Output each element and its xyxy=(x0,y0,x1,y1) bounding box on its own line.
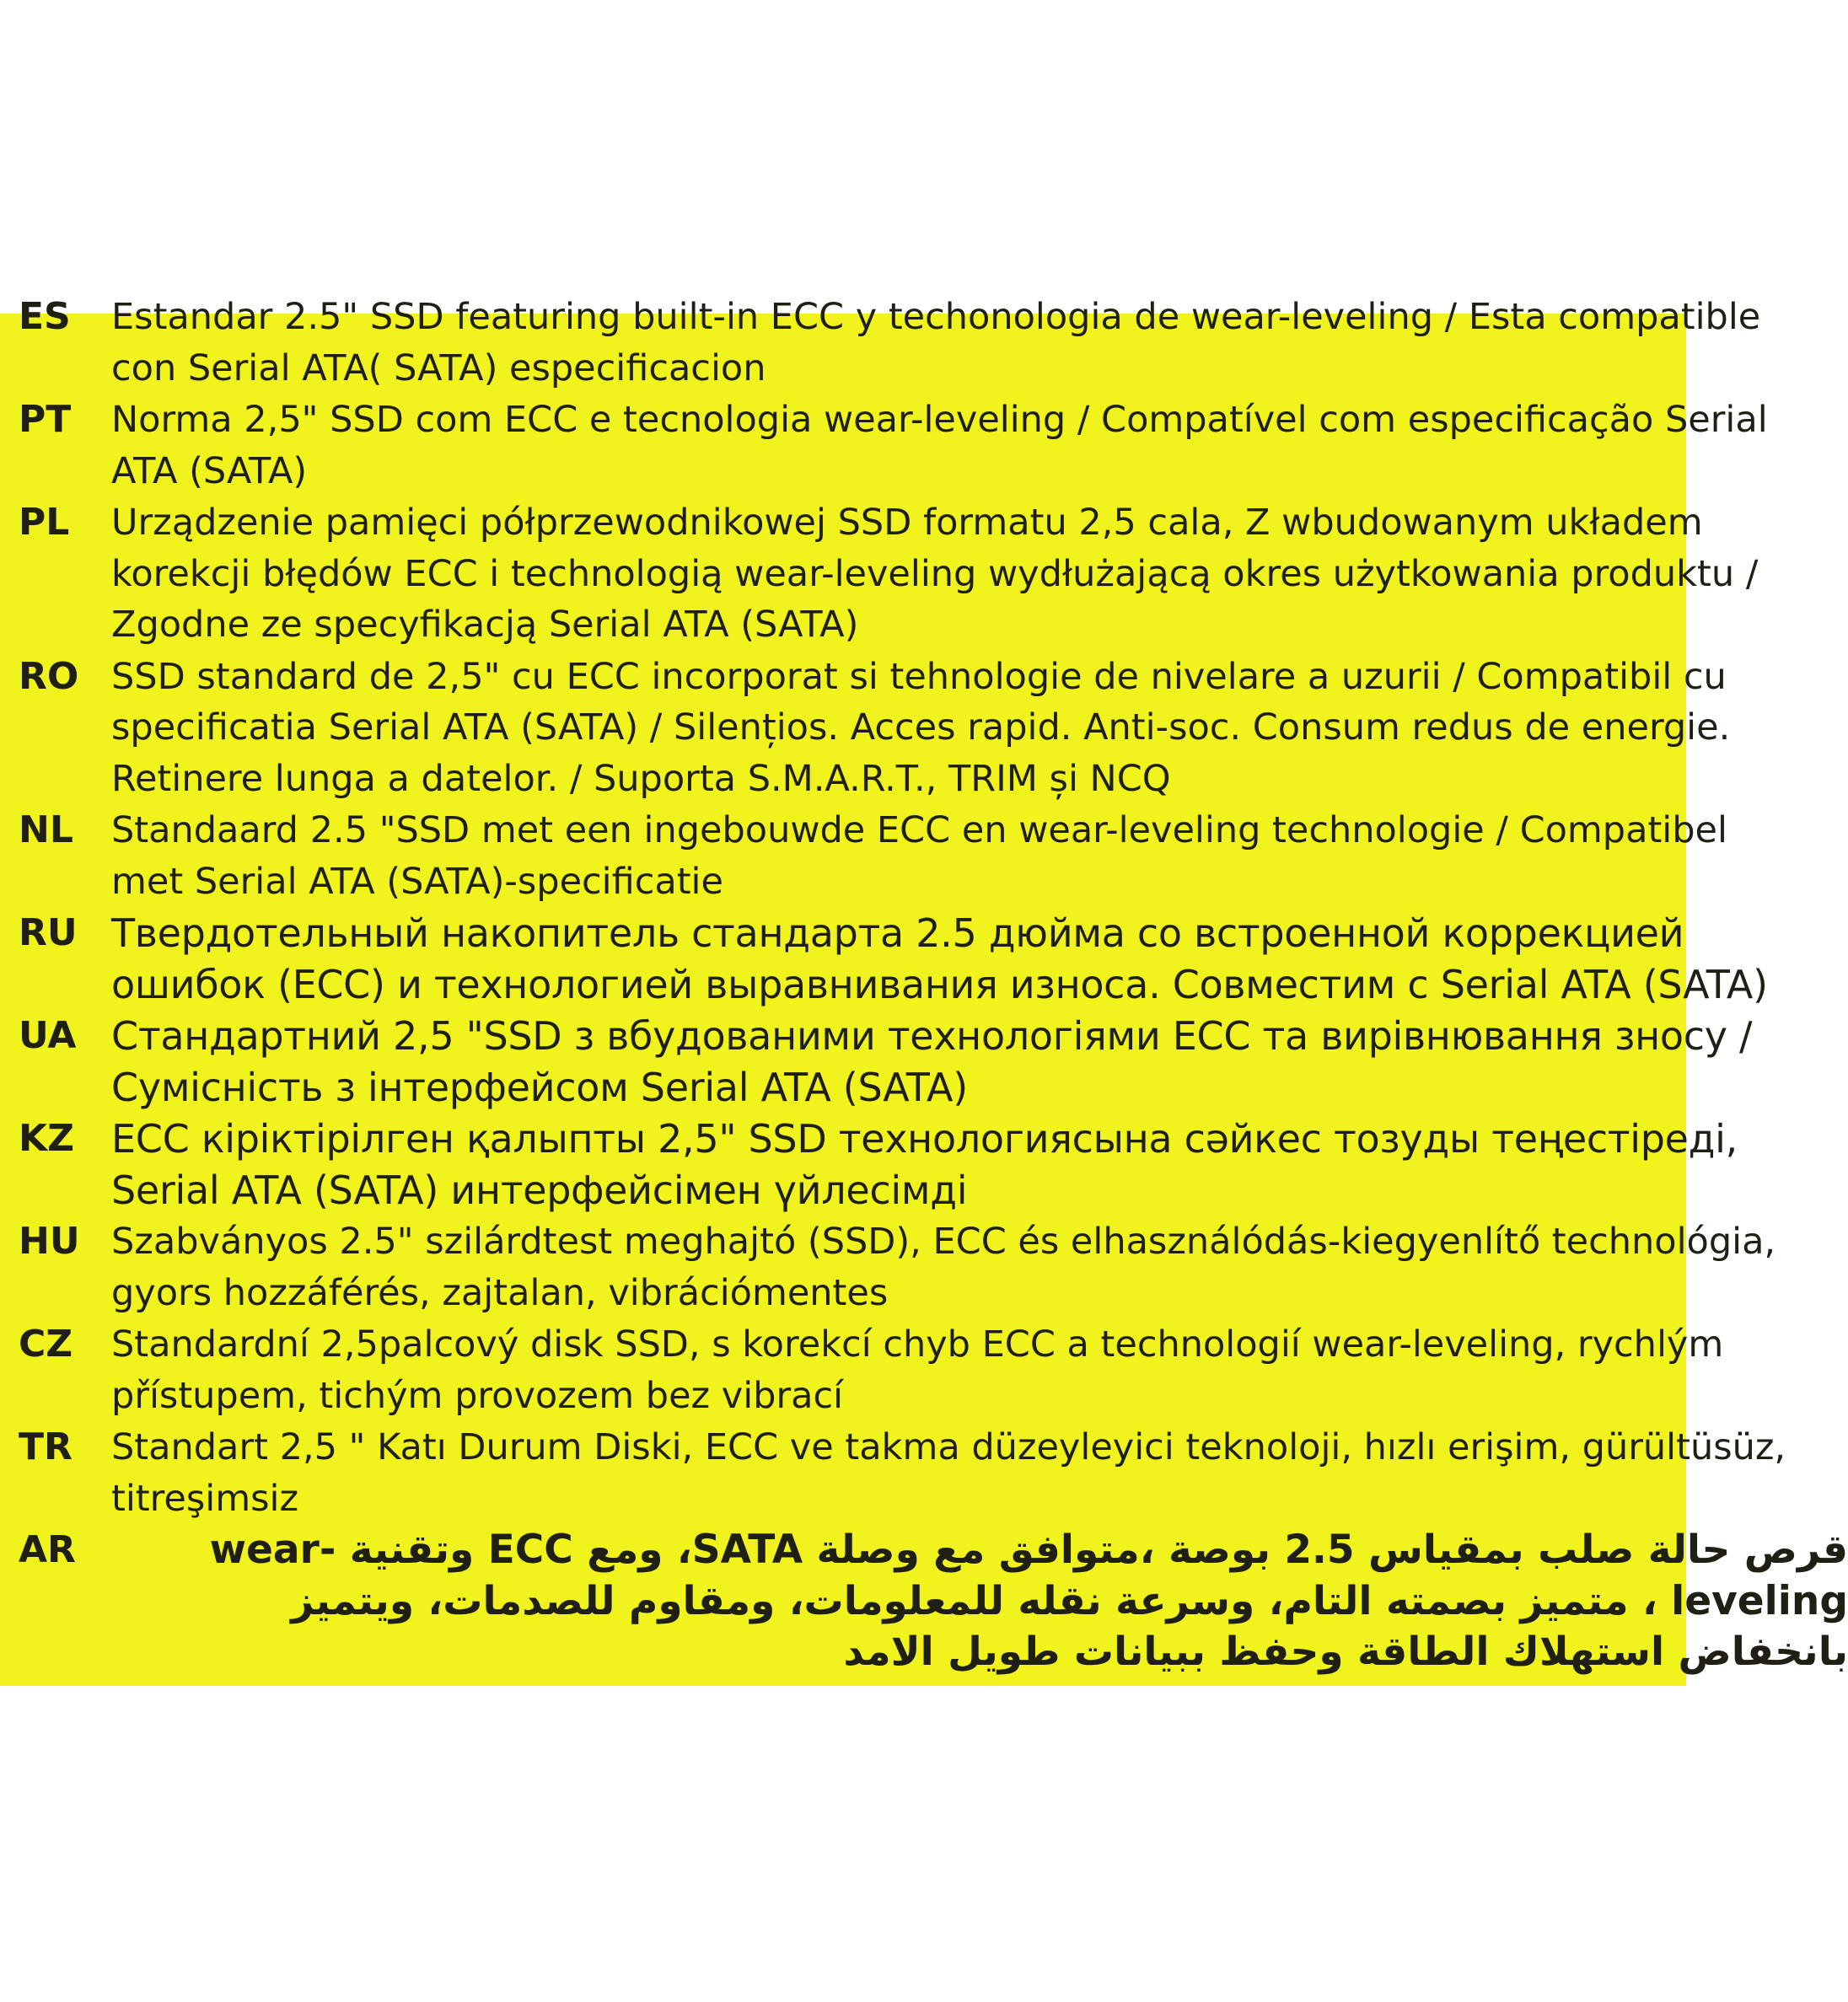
lang-code: NL xyxy=(19,808,73,851)
lang-row-ro xyxy=(0,652,1731,805)
lang-description: Standardní 2,5palcový disk SSD, s korekcí chyb ECC a technologií wear-leveling, rychlým přístupem, tichým provozem bez vibrací xyxy=(111,1323,1724,1417)
lang-description: Твердотельный накопитель стандарта 2.5 дюйма со встроенной коррекцией ошибок (ECC) и технологией выравнивания износа. Совместим с Serial ATA (SATA) xyxy=(111,910,1768,1007)
lang-code: ES xyxy=(19,295,71,338)
yellow-label-photo xyxy=(0,295,1848,1686)
lang-description: Szabványos 2.5" szilárdtest meghajtó (SSD), ECC és elhasználódás-kiegyenlítő technológia, gyors hozzáférés, zajtalan, vibrációmentes xyxy=(111,1221,1776,1314)
lang-code: UA xyxy=(19,1014,77,1057)
lang-code: KZ xyxy=(19,1117,74,1160)
lang-code: HU xyxy=(19,1220,80,1263)
lang-code: CZ xyxy=(19,1323,73,1366)
lang-description: Estandar 2.5" SSD featuring built-in ECC y techonologia de wear-leveling / Esta compatible con Serial ATA( SATA) especificacion xyxy=(111,296,1761,389)
lang-row-nl xyxy=(0,805,1727,907)
lang-row-pt xyxy=(0,394,1768,496)
lang-row-ua xyxy=(0,1011,1753,1113)
lang-row-es xyxy=(0,292,1761,394)
lang-code: TR xyxy=(19,1425,73,1468)
lang-row-hu xyxy=(0,1216,1776,1318)
lang-row-ru xyxy=(0,908,1768,1010)
lang-description: ECC кіріктірілген қалыпты 2,5" SSD технологиясына сәйкес тозуды теңестіреді, Serial ATA (SATA) интерфейсімен үйлесімді xyxy=(111,1116,1738,1213)
language-list xyxy=(0,292,1848,1679)
lang-description: Стандартний 2,5 "SSD з вбудованими технологіями ECC та вирівнювання зносу / Сумісність з інтерфейсом Serial ATA (SATA) xyxy=(111,1013,1753,1110)
lang-description: Standart 2,5 " Katı Durum Diski, ECC ve takma düzeyleyici teknoloji, hızlı erişim, gürültüsüz, titreşimsiz xyxy=(111,1426,1786,1520)
lang-description: SSD standard de 2,5" cu ECC incorporat si tehnologie de nivelare a uzurii / Compatibil cu specificatia Serial ATA (SATA) / Silențios. Acces rapid. Anti-soc. Consum redus de energie. Retinere lunga a datelor. / Suporta S.M.A.R.T., TRIM și NCQ xyxy=(111,655,1731,800)
lang-code: PL xyxy=(19,501,70,544)
lang-description: قرص حالة صلب بمقياس 2.5 بوصة ،متوافق مع وصلة SATA، ومع ECC وتقنية wear-leveling ، متميز بصمته التام، وسرعة نقله للمعلومات، ومقاوم للصدمات، ويتميز بانخفاض استهلاك الطاقة وحفظ ببيانات طويل الامد xyxy=(209,1527,1848,1675)
lang-row-ar xyxy=(0,1525,1848,1678)
lang-code: RO xyxy=(19,654,79,698)
lang-code: RU xyxy=(19,911,78,954)
lang-row-cz xyxy=(0,1319,1724,1421)
lang-row-pl xyxy=(0,497,1759,651)
lang-description: Urządzenie pamięci półprzewodnikowej SSD formatu 2,5 cala, Z wbudowanym układem korekcji błędów ECC i technologią wear-leveling wydłużającą okres użytkowania produktu / Zgodne ze specyfikacją Serial ATA (SATA) xyxy=(111,502,1759,646)
lang-code: PT xyxy=(19,398,72,441)
lang-row-tr xyxy=(0,1422,1786,1524)
lang-description: Standaard 2.5 "SSD met een ingebouwde ECC en wear-leveling technologie / Compatibel met Serial ATA (SATA)-specificatie xyxy=(111,809,1727,903)
lang-code: AR xyxy=(19,1528,76,1571)
lang-row-kz xyxy=(0,1114,1738,1216)
lang-description: Norma 2,5" SSD com ECC e tecnologia wear-leveling / Compatível com especificação Serial ATA (SATA) xyxy=(111,399,1768,492)
